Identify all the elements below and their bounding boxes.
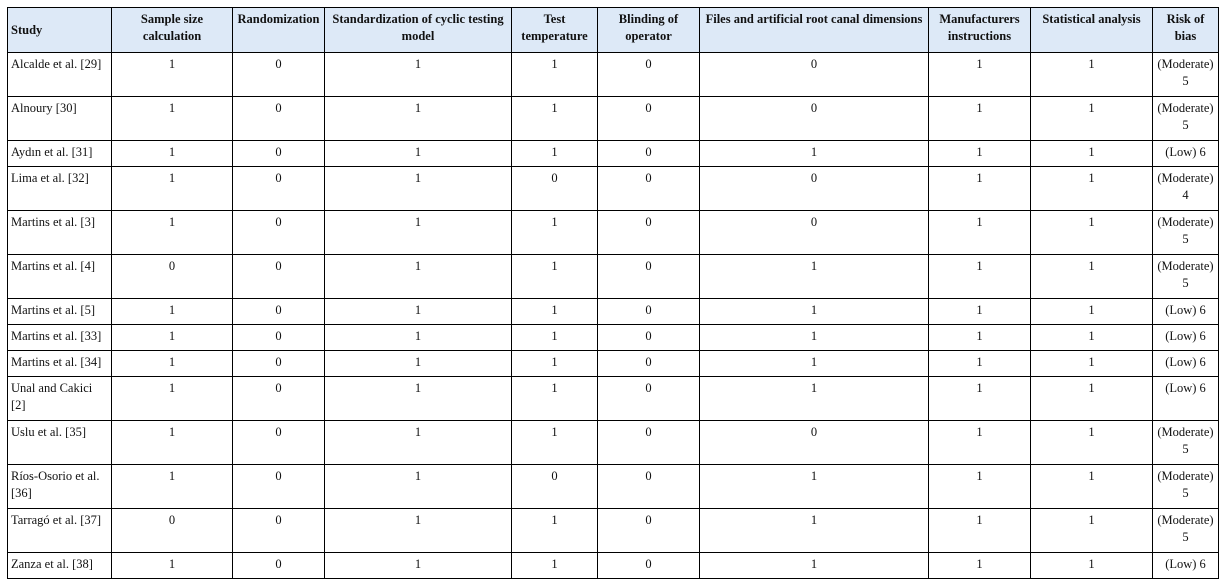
risk-of-bias-cell: (Moderate) 5	[1153, 97, 1219, 141]
score-cell: 0	[233, 141, 325, 167]
header-risk-of-bias: Risk of bias	[1153, 8, 1219, 53]
study-cell: Martins et al. [5]	[8, 299, 112, 325]
score-cell: 1	[1031, 141, 1153, 167]
score-cell: 1	[512, 141, 598, 167]
score-cell: 1	[929, 465, 1031, 509]
score-cell: 0	[700, 53, 929, 97]
score-cell: 0	[598, 97, 700, 141]
score-cell: 1	[112, 553, 233, 579]
risk-of-bias-cell: (Low) 6	[1153, 351, 1219, 377]
risk-of-bias-cell: (Moderate) 5	[1153, 465, 1219, 509]
score-cell: 0	[598, 509, 700, 553]
risk-of-bias-cell: (Low) 6	[1153, 553, 1219, 579]
score-cell: 1	[929, 553, 1031, 579]
score-cell: 0	[233, 509, 325, 553]
score-cell: 1	[112, 351, 233, 377]
score-cell: 1	[929, 97, 1031, 141]
risk-of-bias-cell: (Moderate) 5	[1153, 509, 1219, 553]
score-cell: 1	[700, 255, 929, 299]
study-cell: Zanza et al. [38]	[8, 553, 112, 579]
score-cell: 1	[700, 553, 929, 579]
score-cell: 1	[512, 553, 598, 579]
study-cell: Lima et al. [32]	[8, 167, 112, 211]
score-cell: 1	[112, 325, 233, 351]
score-cell: 0	[233, 465, 325, 509]
score-cell: 1	[512, 351, 598, 377]
score-cell: 1	[325, 299, 512, 325]
study-cell: Martins et al. [4]	[8, 255, 112, 299]
study-cell: Martins et al. [3]	[8, 211, 112, 255]
score-cell: 1	[325, 465, 512, 509]
score-cell: 1	[1031, 421, 1153, 465]
study-cell: Martins et al. [34]	[8, 351, 112, 377]
score-cell: 1	[1031, 377, 1153, 421]
table-row	[8, 141, 1219, 167]
score-cell: 0	[598, 141, 700, 167]
score-cell: 1	[929, 377, 1031, 421]
score-cell: 0	[233, 351, 325, 377]
score-cell: 1	[929, 167, 1031, 211]
score-cell: 1	[929, 211, 1031, 255]
score-cell: 1	[1031, 53, 1153, 97]
score-cell: 1	[700, 377, 929, 421]
table-row	[8, 553, 1219, 579]
header-manufacturers: Manufacturers instructions	[929, 8, 1031, 53]
header-blinding: Blinding of operator	[598, 8, 700, 53]
study-cell: Tarragó et al. [37]	[8, 509, 112, 553]
table-row	[8, 167, 1219, 211]
header-statistical: Statistical analysis	[1031, 8, 1153, 53]
table-row	[8, 377, 1219, 421]
score-cell: 1	[325, 97, 512, 141]
score-cell: 1	[112, 211, 233, 255]
score-cell: 0	[233, 255, 325, 299]
score-cell: 1	[112, 167, 233, 211]
table-row	[8, 53, 1219, 97]
score-cell: 1	[112, 97, 233, 141]
score-cell: 0	[512, 167, 598, 211]
score-cell: 1	[112, 299, 233, 325]
score-cell: 1	[700, 351, 929, 377]
score-cell: 1	[1031, 325, 1153, 351]
score-cell: 0	[233, 167, 325, 211]
table-row	[8, 299, 1219, 325]
score-cell: 0	[233, 299, 325, 325]
score-cell: 0	[598, 53, 700, 97]
score-cell: 1	[325, 421, 512, 465]
risk-of-bias-cell: (Low) 6	[1153, 377, 1219, 421]
risk-of-bias-cell: (Low) 6	[1153, 141, 1219, 167]
risk-of-bias-cell: (Moderate) 5	[1153, 211, 1219, 255]
score-cell: 1	[325, 141, 512, 167]
score-cell: 1	[700, 465, 929, 509]
score-cell: 1	[325, 211, 512, 255]
score-cell: 1	[512, 509, 598, 553]
score-cell: 0	[598, 465, 700, 509]
risk-of-bias-cell: (Moderate) 5	[1153, 255, 1219, 299]
score-cell: 0	[598, 351, 700, 377]
study-cell: Unal and Cakici [2]	[8, 377, 112, 421]
score-cell: 1	[1031, 167, 1153, 211]
score-cell: 0	[700, 421, 929, 465]
table-container	[7, 7, 1219, 579]
score-cell: 0	[598, 255, 700, 299]
score-cell: 1	[512, 377, 598, 421]
table-row	[8, 325, 1219, 351]
score-cell: 1	[929, 53, 1031, 97]
table-row	[8, 211, 1219, 255]
score-cell: 1	[512, 97, 598, 141]
risk-of-bias-cell: (Moderate) 5	[1153, 53, 1219, 97]
score-cell: 0	[598, 325, 700, 351]
score-cell: 0	[233, 53, 325, 97]
score-cell: 1	[325, 325, 512, 351]
score-cell: 1	[700, 141, 929, 167]
score-cell: 1	[512, 325, 598, 351]
score-cell: 1	[929, 299, 1031, 325]
score-cell: 0	[598, 167, 700, 211]
score-cell: 1	[112, 377, 233, 421]
score-cell: 0	[598, 421, 700, 465]
risk-of-bias-cell: (Low) 6	[1153, 299, 1219, 325]
score-cell: 1	[325, 53, 512, 97]
table-row	[8, 351, 1219, 377]
score-cell: 1	[512, 53, 598, 97]
study-cell: Martins et al. [33]	[8, 325, 112, 351]
score-cell: 1	[325, 377, 512, 421]
score-cell: 1	[1031, 351, 1153, 377]
score-cell: 0	[598, 553, 700, 579]
header-test-temperature: Test temperature	[512, 8, 598, 53]
risk-of-bias-cell: (Low) 6	[1153, 325, 1219, 351]
score-cell: 1	[1031, 553, 1153, 579]
score-cell: 0	[512, 465, 598, 509]
score-cell: 1	[929, 351, 1031, 377]
header-randomization: Randomization	[233, 8, 325, 53]
table-row	[8, 255, 1219, 299]
score-cell: 1	[929, 141, 1031, 167]
score-cell: 0	[233, 325, 325, 351]
score-cell: 1	[512, 421, 598, 465]
score-cell: 0	[233, 211, 325, 255]
score-cell: 1	[325, 509, 512, 553]
score-cell: 1	[1031, 211, 1153, 255]
score-cell: 1	[512, 299, 598, 325]
study-cell: Uslu et al. [35]	[8, 421, 112, 465]
header-row	[8, 8, 1219, 53]
header-standardization: Standardization of cyclic testing model	[325, 8, 512, 53]
score-cell: 0	[112, 255, 233, 299]
score-cell: 1	[700, 299, 929, 325]
score-cell: 1	[325, 351, 512, 377]
score-cell: 1	[929, 421, 1031, 465]
score-cell: 0	[598, 377, 700, 421]
table-row	[8, 465, 1219, 509]
score-cell: 0	[233, 553, 325, 579]
score-cell: 1	[112, 465, 233, 509]
score-cell: 1	[1031, 465, 1153, 509]
score-cell: 1	[1031, 299, 1153, 325]
score-cell: 0	[233, 421, 325, 465]
score-cell: 0	[700, 211, 929, 255]
score-cell: 1	[700, 509, 929, 553]
score-cell: 1	[929, 325, 1031, 351]
score-cell: 0	[700, 97, 929, 141]
score-cell: 0	[233, 97, 325, 141]
score-cell: 0	[598, 299, 700, 325]
study-cell: Aydın et al. [31]	[8, 141, 112, 167]
score-cell: 1	[112, 53, 233, 97]
table-row	[8, 421, 1219, 465]
risk-of-bias-table	[7, 7, 1219, 579]
table-body	[8, 53, 1219, 579]
score-cell: 1	[1031, 255, 1153, 299]
score-cell: 1	[512, 255, 598, 299]
study-cell: Ríos-Osorio et al. [36]	[8, 465, 112, 509]
score-cell: 0	[700, 167, 929, 211]
score-cell: 1	[1031, 509, 1153, 553]
score-cell: 1	[325, 553, 512, 579]
score-cell: 1	[1031, 97, 1153, 141]
score-cell: 1	[112, 141, 233, 167]
study-cell: Alnoury [30]	[8, 97, 112, 141]
table-row	[8, 509, 1219, 553]
score-cell: 0	[233, 377, 325, 421]
score-cell: 1	[325, 167, 512, 211]
score-cell: 1	[700, 325, 929, 351]
study-cell: Alcalde et al. [29]	[8, 53, 112, 97]
score-cell: 0	[598, 211, 700, 255]
header-sample-size: Sample size calculation	[112, 8, 233, 53]
risk-of-bias-cell: (Moderate) 4	[1153, 167, 1219, 211]
score-cell: 1	[325, 255, 512, 299]
score-cell: 1	[929, 255, 1031, 299]
score-cell: 1	[929, 509, 1031, 553]
risk-of-bias-cell: (Moderate) 5	[1153, 421, 1219, 465]
score-cell: 0	[112, 509, 233, 553]
header-study: Study	[8, 8, 112, 53]
score-cell: 1	[512, 211, 598, 255]
header-files-dimensions: Files and artificial root canal dimensions	[700, 8, 929, 53]
score-cell: 1	[112, 421, 233, 465]
table-row	[8, 97, 1219, 141]
